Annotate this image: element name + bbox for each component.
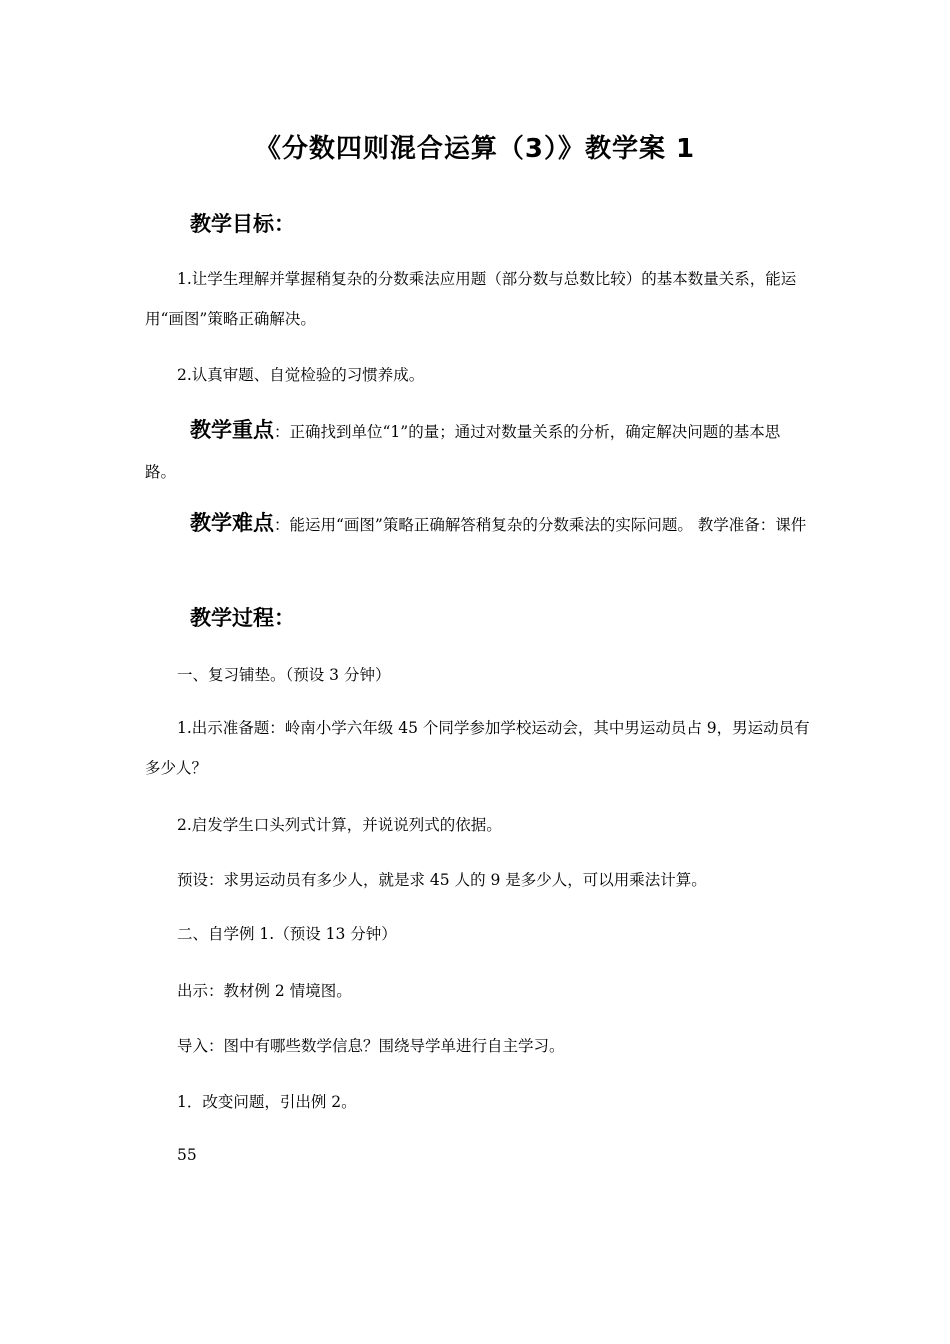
objectives-heading: 教学目标： xyxy=(190,212,295,236)
objective-1: 1.让学生理解并掌握稍复杂的分数乘法应用题（部分数与总数比较）的基本数量关系，能运用“画图”策略正确解决。 xyxy=(145,270,797,328)
page-number: 55 xyxy=(177,1146,197,1164)
key-point-text: ：正确找到单位“1”的量；通过对数量关系的分析，确定解决问题的基本思路。 xyxy=(145,423,781,481)
section-2: 二、自学例 1.（预设 13 分钟） xyxy=(177,925,397,943)
step-1-1: 1.出示准备题：岭南小学六年级 45 个同学参加学校运动会，其中男运动员占 9，男运动员有多少人？ xyxy=(145,719,810,777)
preset-1: 预设：求男运动员有多少人，就是求 45 人的 9 是多少人，可以用乘法计算。 xyxy=(177,871,707,889)
process-heading: 教学过程： xyxy=(190,606,295,630)
difficulty-text: ：能运用“画图”策略正确解答稍复杂的分数乘法的实际问题。 教学准备：课件 xyxy=(274,516,807,534)
difficulty-label: 教学难点 xyxy=(190,511,274,535)
key-point-paragraph xyxy=(145,410,810,492)
difficulty-paragraph xyxy=(145,503,810,545)
show-text: 出示：教材例 2 情境图。 xyxy=(177,982,352,1000)
step-2-1: 1．改变问题，引出例 2。 xyxy=(177,1093,357,1111)
objective-2: 2.认真审题、自觉检验的习惯养成。 xyxy=(177,366,425,384)
section-1: 一、复习铺垫。（预设 3 分钟） xyxy=(177,666,391,684)
document-title: 《分数四则混合运算（3）》教学案 1 xyxy=(254,134,696,164)
intro-text: 导入：图中有哪些数学信息？围绕导学单进行自主学习。 xyxy=(177,1037,565,1055)
key-point-label: 教学重点 xyxy=(190,418,274,442)
step-1-2: 2.启发学生口头列式计算，并说说列式的依据。 xyxy=(177,816,502,834)
